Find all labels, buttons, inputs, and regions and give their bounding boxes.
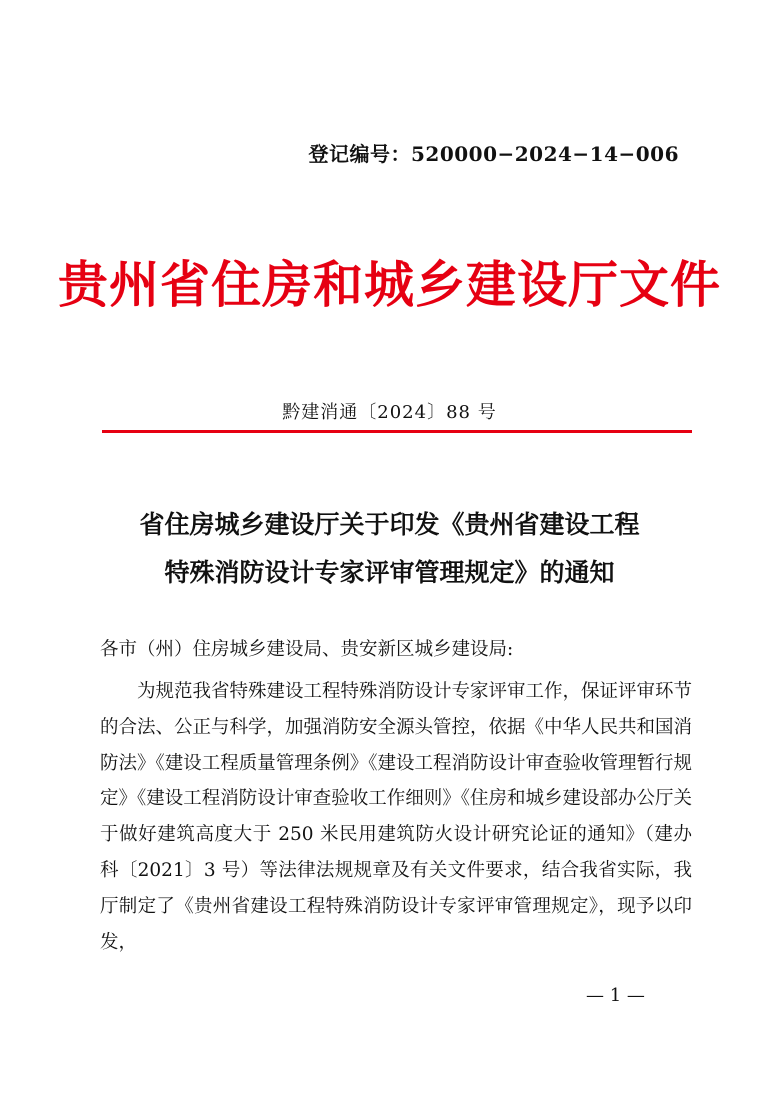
issuer-header-title: 贵州省住房和城乡建设厅文件: [58, 255, 721, 314]
body-paragraph: 为规范我省特殊建设工程特殊消防设计专家评审工作，保证评审环节的合法、公正与科学，加强消防安全源头管控，依据《中华人民共和国消防法》《建设工程质量管理条例》《建设工程消防设计审查验收管理暂行规定》《建设工程消防设计审查验收工作细则》《住房和城乡建设部办公厅关于做好建筑高度大于 250 米民用建筑防火设计研究论证的通知》（建办科〔2021〕3 号）等法律法规规章及有关文件要求，结合我省实际，我厅制定了《贵州省建设工程特殊消防设计专家评审管理规定》，现予以印发，: [100, 681, 693, 953]
registration-label: 登记编号：: [308, 142, 411, 166]
notice-title-line-1: 省住房城乡建设厅关于印发《贵州省建设工程: [139, 510, 640, 539]
registration-value: 520000−2024−14−006: [410, 142, 679, 166]
notice-title-line-2: 特殊消防设计专家评审管理规定》的通知: [164, 558, 615, 587]
page-number: — 1 —: [586, 985, 645, 1006]
registration-number: [308, 138, 679, 167]
red-divider-line: [102, 430, 692, 433]
document-number: 黔建消通〔2024〕88 号: [282, 402, 497, 423]
addressee: 各市（州）住房城乡建设局、贵安新区城乡建设局:: [100, 639, 514, 660]
